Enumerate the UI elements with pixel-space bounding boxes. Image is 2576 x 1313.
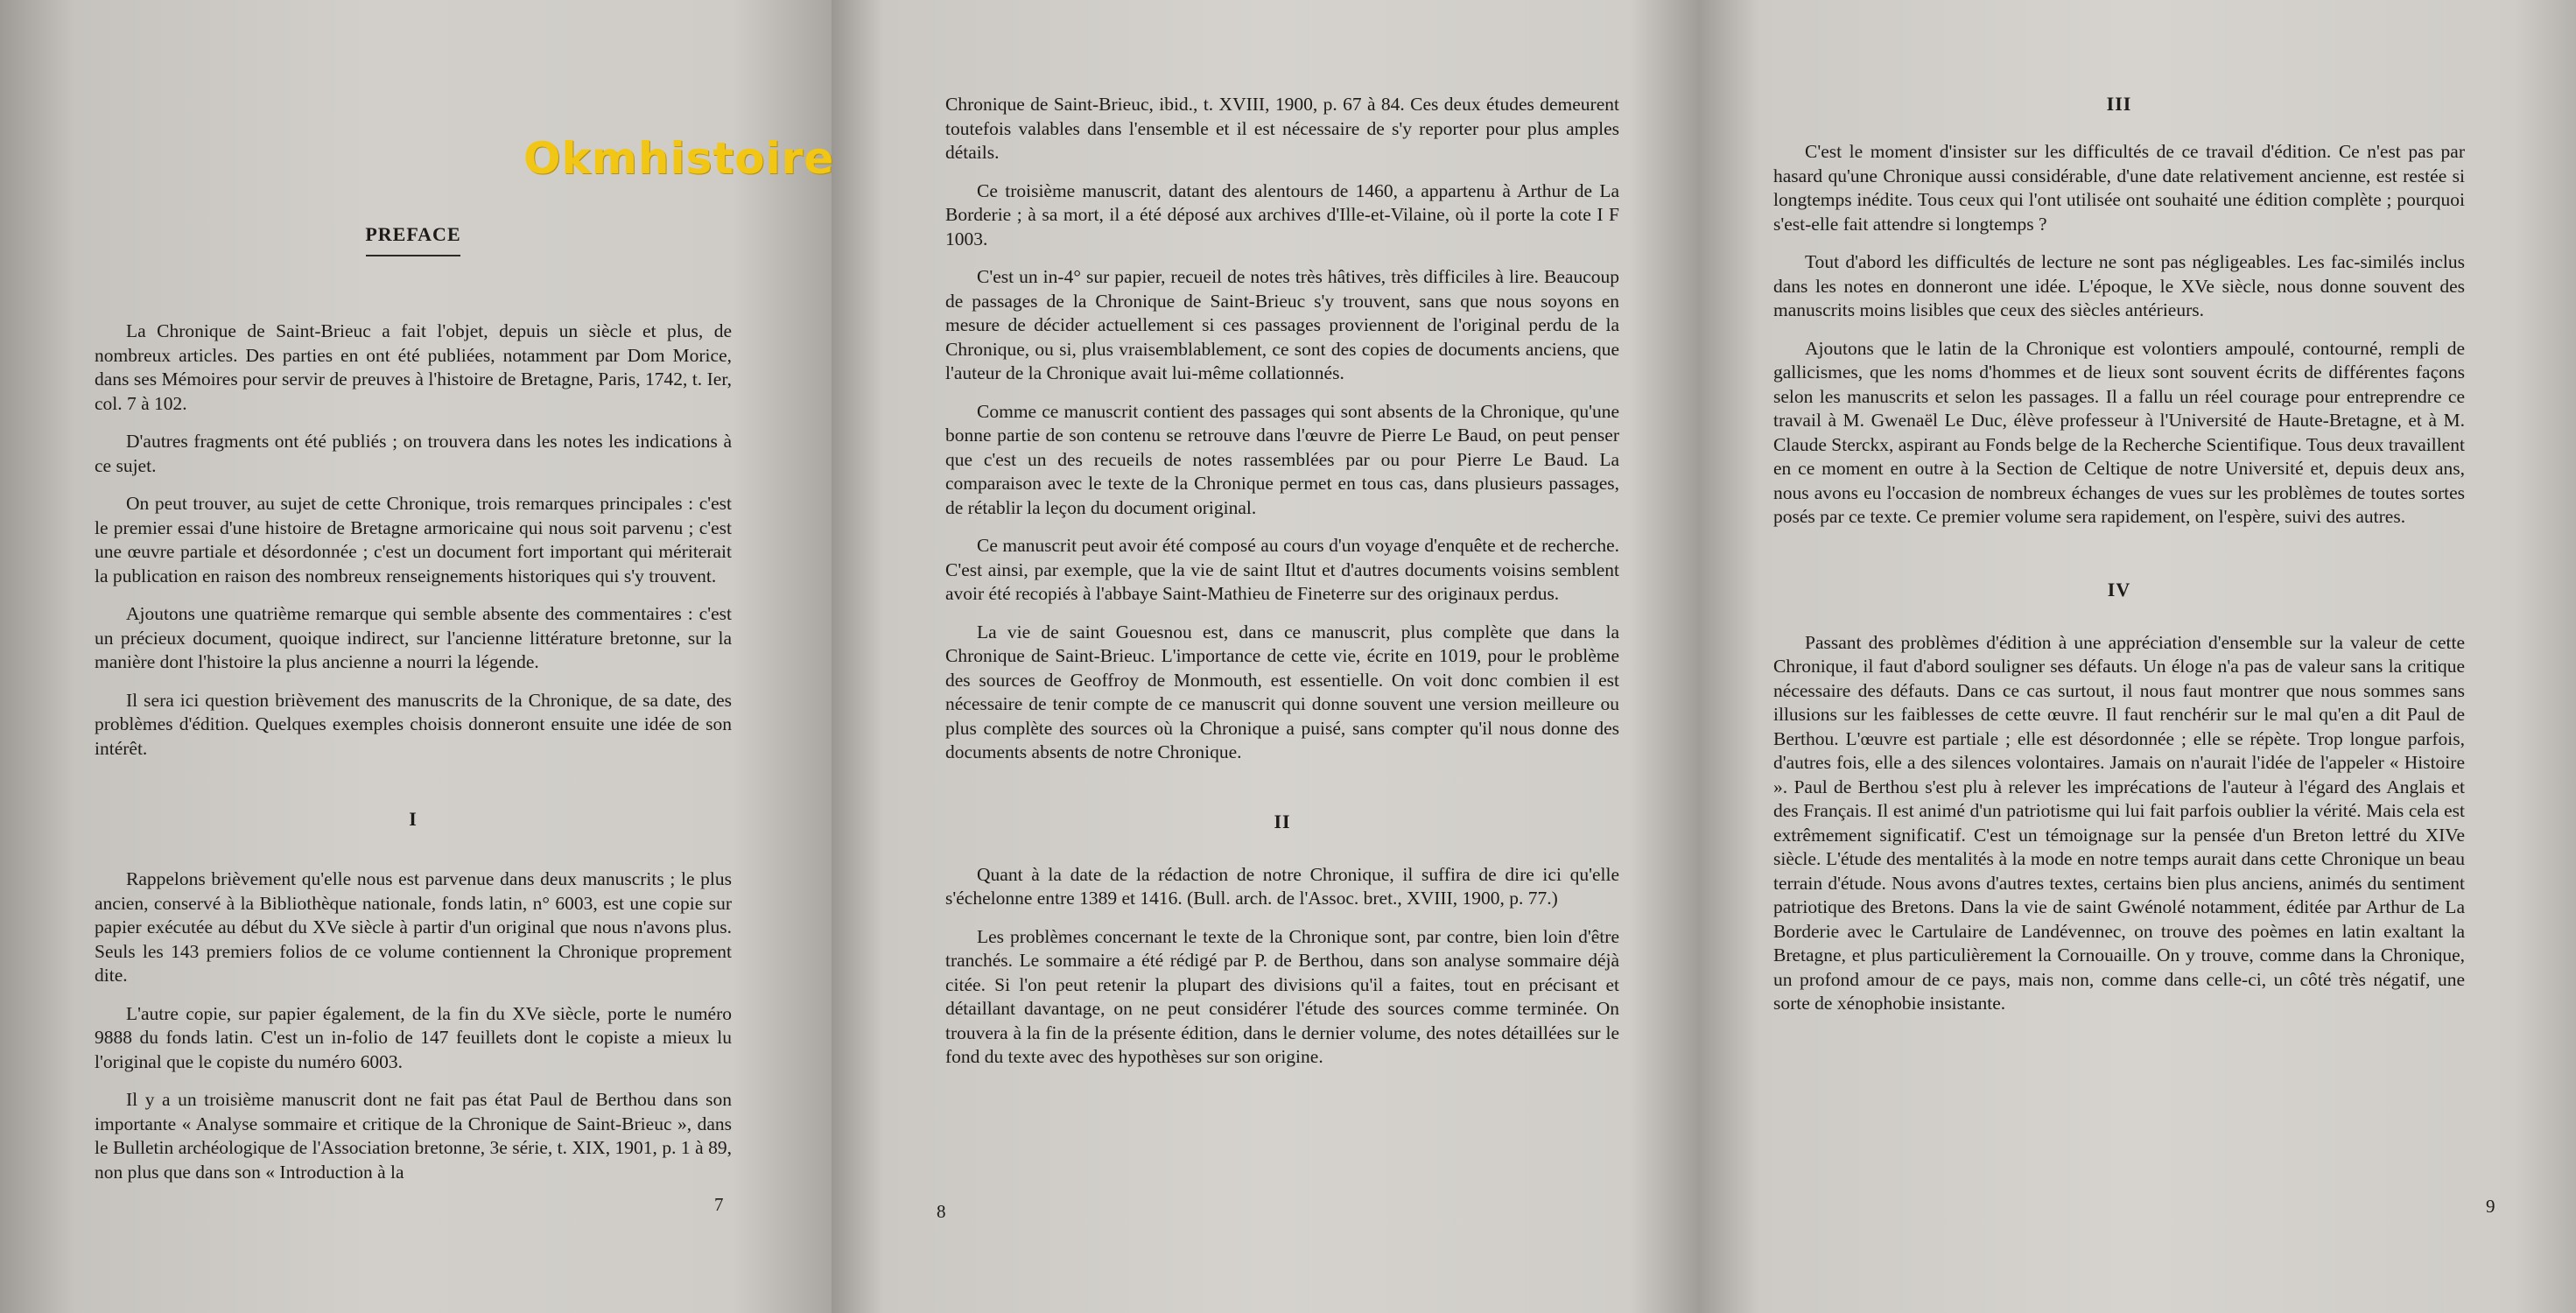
paragraph: D'autres fragments ont été publiés ; on trouvera dans les notes les indications à ce sujet. — [95, 431, 732, 476]
watermark-text: Okmhistoire — [523, 133, 835, 184]
page-number: 9 — [2486, 1196, 2495, 1217]
paragraph: La vie de saint Gouesnou est, dans ce manuscrit, plus complète que dans la Chronique de Saint-Brieuc. L'importance de cette vie, écrite en 1019, pour le problème des sources de Geoffroy de Monmouth, est essentielle. On voit donc combien il est nécessaire de tenir compte de ce manuscrit qui donne souvent une version meilleure ou plus complète des sources où la Chronique a puisé, sans compter qu'il nous donne des documents absents de notre Chronique. — [945, 621, 1619, 762]
paragraph: Chronique de Saint-Brieuc, ibid., t. XVIII, 1900, p. 67 à 84. Ces deux études demeurent toutefois valables dans l'ensemble et il est nécessaire de s'y reporter pour plus amples détails. — [945, 94, 1619, 163]
page-8 — [832, 0, 1698, 1313]
preface-title: PREFACE — [365, 223, 461, 245]
paragraph: C'est le moment d'insister sur les difficultés de ce travail d'édition. Ce n'est pas par hasard qu'une Chronique aussi considérable, d'une date relativement ancienne, est restée si longtemps inédite. Tous ceux qui l'ont utilisée ont souhaité une édition complète ; pourquoi s'est-elle fait attendre si longtemps ? — [1773, 141, 2465, 235]
paragraph: Il sera ici question brièvement des manuscrits de la Chronique, de sa date, des problèmes d'édition. Quelques exemples choisis donneront ensuite une idée de son intérêt. — [95, 689, 732, 759]
paragraph: Il y a un troisième manuscrit dont ne fait pas état Paul de Berthou dans son importante « Analyse sommaire et critique de la Chronique de Saint-Brieuc », dans le Bulletin archéologique de l'Association bretonne, 3e série, t. XIX, 1901, p. 1 à 89, non plus que dans son « Introduction à la — [95, 1089, 732, 1183]
paragraph: Ce troisième manuscrit, datant des alentours de 1460, a appartenu à Arthur de La Borderie ; à sa mort, il a été déposé aux archives d'Ille-et-Vilaine, où il porte la cote I F 1003. — [945, 179, 1619, 249]
watermark-logo — [523, 133, 834, 184]
paragraph: Comme ce manuscrit contient des passages qui sont absents de la Chronique, qu'une bonne partie de son contenu se retrouve dans l'œuvre de Pierre Le Baud, on peut penser que c'est un des recueils de notes rassemblées par ou pour Pierre Le Baud. La comparaison avec le texte de la Chronique permet en tous cas, dans plusieurs passages, de rétablir la leçon du document original. — [945, 400, 1619, 518]
paragraph: Rappelons brièvement qu'elle nous est parvenue dans deux manuscrits ; le plus ancien, conservé à la Bibliothèque nationale, fonds latin, n° 6003, est une copie sur papier exécutée au début du XVe siècle à partir d'un original que nous n'avons plus. Seuls les 143 premiers folios de ce volume contiennent la Chronique proprement dite. — [95, 868, 732, 986]
paragraph: Les problèmes concernant le texte de la Chronique sont, par contre, bien loin d'être tranchés. Le sommaire a été rédigé par P. de Berthou, dans son analyse sommaire déjà citée. Si l'on peut retenir la plupart des divisions qu'il a faites, tout en précisant et détaillant davantage, on ne peut considérer l'étude des sources comme terminée. On trouvera à la fin de la présente édition, dans le dernier volume, des notes détaillées sur le fond du texte avec des hypothèses sur son origine. — [945, 925, 1619, 1067]
paragraph: On peut trouver, au sujet de cette Chronique, trois remarques principales : c'est le premier essai d'une histoire de Bretagne armoricaine qui nous soit parvenu ; c'est une œuvre partiale et désordonnée ; c'est un document fort important qui mériterait la publication en raison des nombreux renseignements historiques qui s'y trouvent. — [95, 493, 732, 586]
page-9 — [1698, 0, 2576, 1313]
paragraph: C'est un in-4° sur papier, recueil de notes très hâtives, très difficiles à lire. Beaucoup de passages de la Chronique de Saint-Brieuc s'y trouvent, sans que nous soyons en mesure de décider actuellement si ces passages proviennent de l'original perdu de la Chronique, ou si, plus vraisemblablement, ce sont des copies de documents anciens, que l'auteur de la Chronique avait lui-même collationnés. — [945, 266, 1619, 383]
page-number: 8 — [937, 1201, 946, 1222]
paragraph: Quant à la date de la rédaction de notre Chronique, il suffira de dire ici qu'elle s'échelonne entre 1389 et 1416. (Bull. arch. de l'Assoc. bret., XVIII, 1900, p. 77.) — [945, 863, 1619, 909]
page-7 — [0, 0, 835, 1313]
paragraph: Tout d'abord les difficultés de lecture ne sont pas négligeables. Les fac-similés inclus dans les notes en donneront une idée. L'époque, le XVe siècle, nous donne souvent des manuscrits moins lisibles que ceux des siècles antérieurs. — [1773, 251, 2465, 320]
paragraph: Ajoutons que le latin de la Chronique est volontiers ampoulé, contourné, rempli de gallicismes, que les noms d'hommes et de lieux sont souvent écrits de différentes façons selon les manuscrits et selon les passages. Il a fallu un réel courage pour entreprendre ce travail à M. Gwenaël Le Duc, élève professeur à l'Université de Haute-Bretagne, et à M. Claude Sterckx, aspirant au Fonds belge de la Recherche Scientifique. Tous deux travaillent en ce moment en outre à la Section de Celtique de notre Université et, depuis deux ans, nous avons eu l'occasion de nombreux échanges de vues sur les problèmes de toutes sortes posés par ce texte. Ce premier volume sera rapidement, on l'espère, suivi des autres. — [1773, 337, 2465, 527]
section-heading-iv: IV — [2107, 578, 2131, 600]
paragraph: L'autre copie, sur papier également, de la fin du XVe siècle, porte le numéro 9888 du fonds latin. C'est un in-folio de 147 feuillets dont le copiste a mieux lu l'original que le copiste du numéro 6003. — [95, 1002, 732, 1072]
paragraph: La Chronique de Saint-Brieuc a fait l'objet, depuis un siècle et plus, de nombreux articles. Des parties en ont été publiées, notamment par Dom Morice, dans ses Mémoires pour servir de preuves à l'histoire de Bretagne, Paris, 1742, t. Ier, col. 7 à 102. — [95, 320, 732, 414]
page-8-text-block — [945, 0, 1619, 1084]
page-9-text-block — [1773, 0, 2465, 1030]
page-number: 7 — [714, 1194, 724, 1215]
paragraph: Ce manuscrit peut avoir été composé au cours d'un voyage d'enquête et de recherche. C'est ainsi, par exemple, que la vie de saint Iltut et d'autres documents voisins semblent avoir été recopiés à l'abbaye Saint-Mathieu de Fineterre sur des originaux perdus. — [945, 535, 1619, 604]
paragraph: Passant des problèmes d'édition à une appréciation d'ensemble sur la valeur de cette Chronique, il faut d'abord souligner ses défauts. Un éloge n'a pas de valeur sans la critique nécessaire des défauts. Dans ce cas surtout, il nous faut montrer que nous sommes sans illusions sur les faiblesses de cette œuvre. Il faut renchérir sur le mal qu'en a dit Paul de Berthou. L'œuvre est partiale ; elle est désordonnée ; elle se répète. Trop longue parfois, d'autres fois, elle a des silences volontaires. Jamais on n'aurait l'idée de l'appeler « Histoire ». Paul de Berthou s'est plu à relever les imprécations de l'auteur à l'égard des Anglais et des Français. Il est animé d'un patriotisme qui lui fait parfois oublier la vérité. Mais cela est extrêmement significatif. C'est un témoignage sur la pensée d'un Breton lettré du XIVe siècle. L'étude des mentalités à la mode en notre temps aurait dans cette Chronique un beau terrain d'étude. Nous avons d'autres textes, certains bien plus anciens, animés du sentiment patriotique des Bretons. Dans la vie de saint Gwénolé notamment, éditée par Arthur de La Borderie avec le Cartulaire de Landévennec, on trouve des poèmes en latin exaltant la Bretagne, et plus particulièrement la Cornouaille. On y trouve, comme dans la Chronique, un profond amour de ce pays, mais non, comme dans celle-ci, un côté très négatif, une sorte de xénophobie insistante. — [1773, 631, 2465, 1014]
section-heading-i: I — [409, 808, 418, 830]
paragraph: Ajoutons une quatrième remarque qui semble absente des commentaires : c'est un précieux document, quoique indirect, sur l'ancienne littérature bretonne, sur la manière dont l'histoire la plus ancienne a nourri la légende. — [95, 603, 732, 672]
section-heading-iii: III — [2106, 93, 2132, 115]
section-heading-ii: II — [1274, 810, 1291, 832]
